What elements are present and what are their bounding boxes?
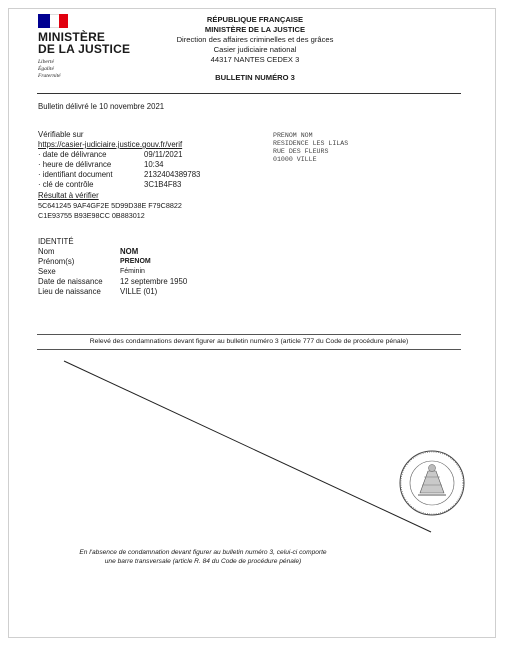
document-id-label: · identifiant document [38, 170, 113, 179]
delivery-time-label: · heure de délivrance [38, 160, 112, 169]
motto-fraternite: Fraternité [38, 73, 61, 79]
identity-title: IDENTITÉ [38, 237, 74, 246]
motto-liberte: Liberté [38, 59, 54, 65]
delivery-date-label: · date de délivrance [38, 150, 107, 159]
document-id-value: 2132404389783 [144, 170, 201, 179]
footer-note-line1: En l'absence de condamnation devant figurer au bulletin numéro 3, celui-ci comporte [79, 549, 327, 556]
sex-value: Féminin [120, 268, 145, 275]
verification-url[interactable]: https://casier-judiciaire.justice.gouv.fr/verif [38, 140, 183, 149]
control-key-label: · clé de contrôle [38, 180, 94, 189]
verification-title: Vérifiable sur [38, 130, 84, 139]
footer-note [38, 548, 368, 566]
delivery-time-value: 10:34 [144, 160, 164, 169]
sex-label: Sexe [38, 267, 56, 276]
delivery-date-value: 09/11/2021 [144, 150, 183, 159]
recipient-line3: RUE DES FLEURS [273, 148, 329, 155]
issued-date: Bulletin délivré le 10 novembre 2021 [38, 102, 165, 111]
direction-label: Direction des affaires criminelles et des grâces [176, 35, 334, 44]
recipient-name: PRENOM NOM [273, 132, 313, 139]
ministry-name-line2: DE LA JUSTICE [38, 42, 131, 56]
last-name-value: NOM [120, 247, 139, 256]
control-key-value: 3C1B4F83 [144, 180, 182, 189]
transverse-bar [64, 361, 431, 532]
ministry-label: MINISTÈRE DE LA JUSTICE [204, 25, 306, 34]
first-name-label: Prénom(s) [38, 257, 75, 266]
recipient-line2: RESIDENCE LES LILAS [273, 140, 349, 147]
result-hash-line1: 5C641245 9AF4GF2E 5D99D38E F79C8822 [38, 201, 182, 210]
motto-egalite: Égalité [38, 66, 54, 72]
address-label: 44317 NANTES CEDEX 3 [210, 55, 300, 64]
bulletin-title: BULLETIN NUMÉRO 3 [215, 73, 295, 82]
service-label: Casier judiciaire national [213, 45, 297, 54]
birth-date-value: 12 septembre 1950 [120, 277, 188, 286]
convictions-header: Relevé des condamnations devant figurer au bulletin numéro 3 (article 777 du Code de procédure pénale) [37, 334, 461, 350]
ministry-name-line1: MINISTÈRE [38, 30, 106, 44]
birth-place-value: VILLE (01) [120, 287, 158, 296]
result-label: Résultat à vérifier [38, 191, 99, 200]
first-name-value: PRENOM [120, 258, 151, 265]
birth-place-label: Lieu de naissance [38, 287, 101, 296]
footer-note-line2: une barre transversale (article R. 84 du Code de procédure pénale) [104, 558, 302, 565]
birth-date-label: Date de naissance [38, 277, 103, 286]
last-name-label: Nom [38, 247, 55, 256]
recipient-line4: 01000 VILLE [273, 156, 317, 163]
republic-label: RÉPUBLIQUE FRANÇAISE [206, 15, 304, 24]
result-hash-line2: C1E93755 B93E98CC 0B883012 [38, 211, 145, 220]
